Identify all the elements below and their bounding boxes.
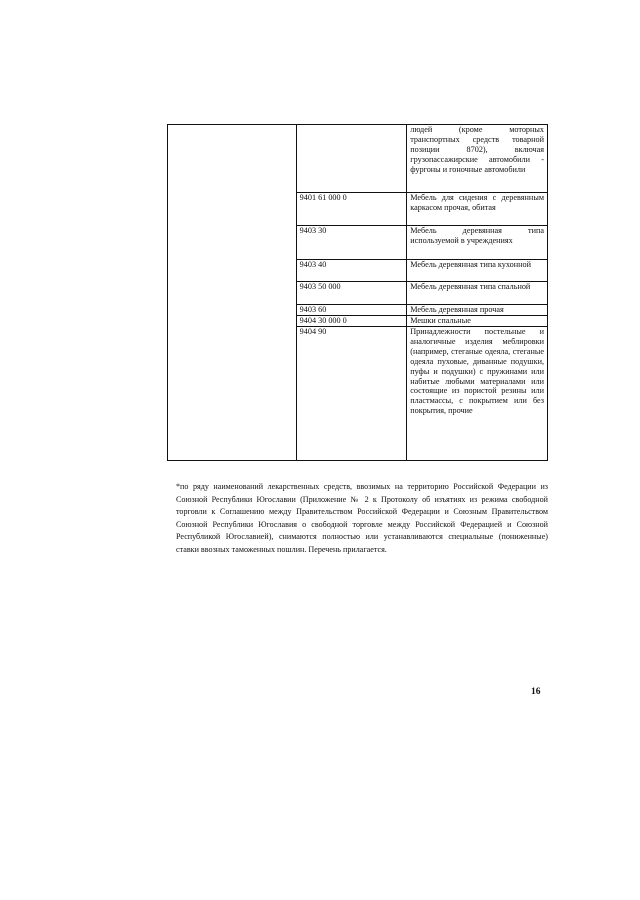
- description-cell: Мешки спальные: [407, 316, 548, 327]
- code-cell: 9403 60: [296, 305, 407, 316]
- code-cell: 9404 30 000 0: [296, 316, 407, 327]
- code-cell: 9401 61 000 0: [296, 193, 407, 226]
- page-number: 16: [531, 687, 541, 697]
- code-cell: 9403 40: [296, 260, 407, 282]
- description-cell: Мебель деревянная типа используемой в учреждениях: [407, 226, 548, 260]
- category-cell: [168, 125, 297, 461]
- code-cell: 9403 50 000: [296, 282, 407, 305]
- description-cell: Мебель деревянная прочая: [407, 305, 548, 316]
- code-cell: 9403 30: [296, 226, 407, 260]
- description-cell: Мебель деревянная типа кухонной: [407, 260, 548, 282]
- description-cell: людей (кроме моторных транспортных средств товарной позиции 8702), включая грузопассажирские автомобили - фургоны и гоночные автомобили: [407, 125, 548, 193]
- tariff-table: [167, 124, 548, 461]
- description-cell: Мебель деревянная типа спальной: [407, 282, 548, 305]
- description-cell: Мебель для сидения с деревянным каркасом прочая, обитая: [407, 193, 548, 226]
- footnote-text: *по ряду наименований лекарственных средств, ввозимых на территорию Российской Федерации из Союзной Республики Югославии (Приложение № 2 к Протоколу об изъятиях из режима свободной торговли к Соглашению между Правительством Российской Федерации и Союзным Правительством Союзной Республики Югославия о свободной торговле между Российской Федерацией и Союзной Республикой Югославией), снимаются полностью или устанавливаются специальные (пониженные) ставки ввозных таможенных пошлин. Перечень прилагается.: [176, 482, 548, 554]
- code-cell: 9404 90: [296, 327, 407, 461]
- code-cell: [296, 125, 407, 193]
- table-row: [168, 125, 548, 193]
- description-cell: Принадлежности постельные и аналогичные изделия меблировки (например, стеганые одеяла, стеганые одеяла пуховые, диванные подушки, пуфы и подушки) с пружинами или набитые любыми материалами или состоящие из пористой резины или пластмассы, с покрытием или без покрытия, прочие: [407, 327, 548, 461]
